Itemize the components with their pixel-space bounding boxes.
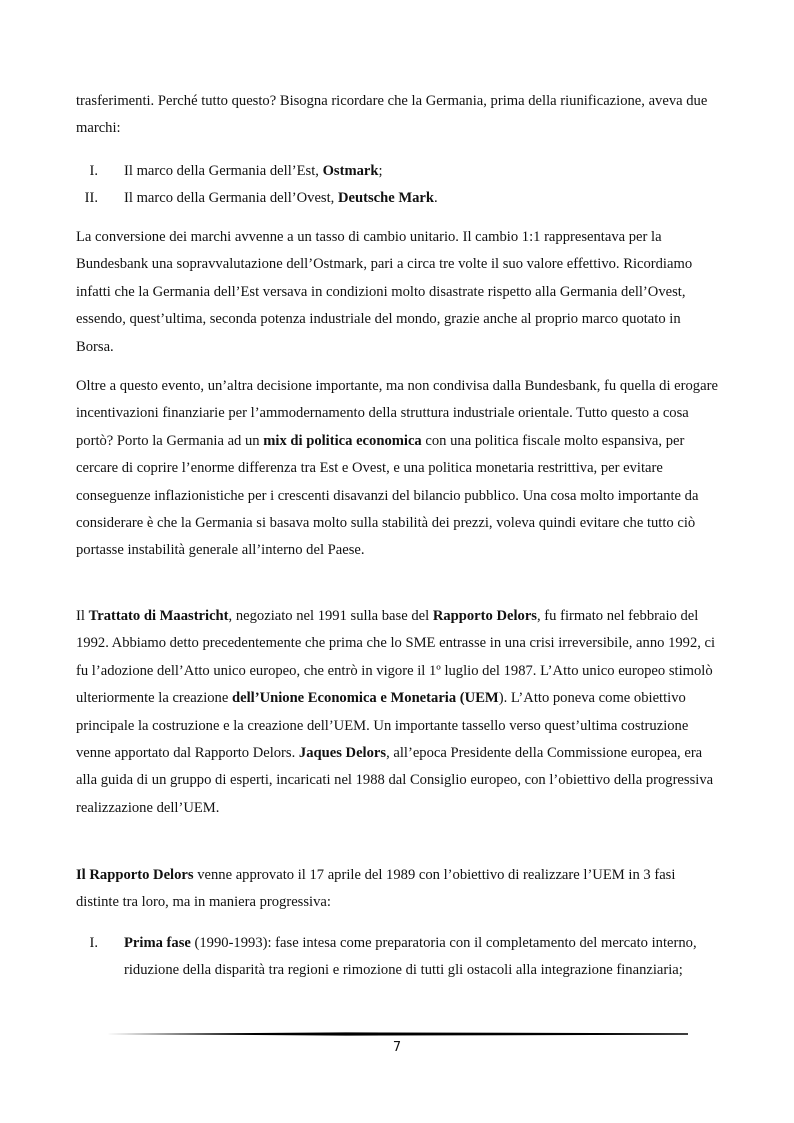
page-number: 7: [392, 1040, 402, 1055]
list-item: II. Il marco della Germania dell’Ovest, Deutsche Mark.: [84, 190, 438, 207]
paragraph-conversion: La conversione dei marchi avvenne a un tasso di cambio unitario. Il cambio 1:1 rappresentava per la Bundesbank una sopravvalutazione dell’Ostmark, pari a circa tre volte il suo valore effettivo. Ricordiamo infatti che la Germania dell’Est versava in condizioni molto disastrate rispetto alla Germania dell’Ovest, essendo, quest’ultima, seconda potenza industriale del mondo, grazie anche al proprio marco quotato in Borsa.: [76, 229, 693, 355]
list-item: I. Prima fase (1990-1993): fase intesa come preparatoria con il completamento del mercato interno, riduzione della disparità tra regioni e rimozione di tutti gli ostacoli alla integrazione finanziaria;: [89, 935, 697, 979]
footer-rule: [106, 1032, 688, 1036]
marks-list: [76, 158, 720, 213]
paragraph-delors: Il Rapporto Delors venne approvato il 17 aprile del 1989 con l’obiettivo di realizzare l’UEM in 3 fasi distinte tra loro, ma in maniera progressiva:: [76, 867, 676, 911]
list-item: I. Il marco della Germania dell’Est, Ostmark;: [89, 163, 383, 179]
phases-list: [76, 930, 720, 985]
paragraph-policy-mix: Oltre a questo evento, un’altra decisione importante, ma non condivisa dalla Bundesbank, fu quella di erogare incentivazioni finanziarie per l’ammodernamento della struttura industriale orientale. Tutto questo a cosa portò? Porto la Germania ad un mix di politica economica con una politica fiscale molto espansiva, per cercare di coprire l’enorme differenza tra Est e Ovest, e una politica monetaria restrittiva, per evitare conseguenze inflazionistiche per i crescenti disavanzi del bilancio pubblico. Una cosa molto importante da considerare è che la Germania si basava molto sulla stabilità dei prezzi, voleva quindi evitare che tutto ciò portasse instabilità generale all’interno del Paese.: [76, 378, 718, 559]
paragraph-intro: trasferimenti. Perché tutto questo? Bisogna ricordare che la Germania, prima della riunificazione, aveva due marchi:: [76, 93, 708, 137]
paragraph-maastricht: Il Trattato di Maastricht, negoziato nel 1991 sulla base del Rapporto Delors, fu firmato nel febbraio del 1992. Abbiamo detto precedentemente che prima che lo SME entrasse in una crisi irreversibile, anno 1992, ci fu l’adozione dell’Atto unico europeo, che entrò in vigore il 1º luglio del 1987. L’Atto unico europeo stimolò ulteriormente la creazione dell’Unione Economica e Monetaria (UEM). L’Atto poneva come obiettivo principale la costruzione e la creazione dell’UEM. Un importante tassello verso quest’ultima costruzione venne apportato dal Rapporto Delors. Jaques Delors, all’epoca Presidente della Commissione europea, era alla guida di un gruppo di esperti, incaricati nel 1988 dal Consiglio europeo, con l’obiettivo della progressiva realizzazione dell’UEM.: [76, 608, 716, 816]
